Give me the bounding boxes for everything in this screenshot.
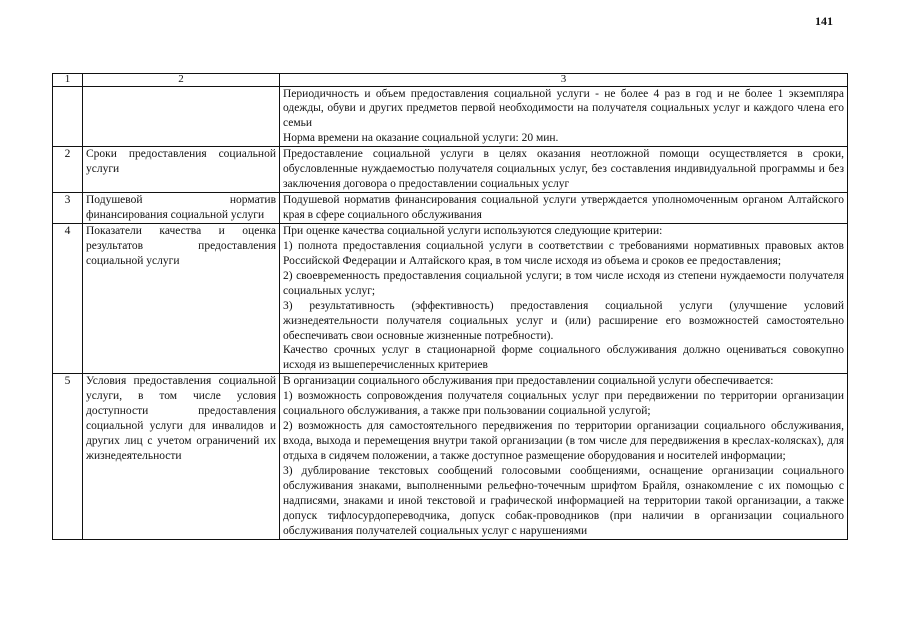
table-row-continuation xyxy=(53,86,848,147)
row-content-cell xyxy=(280,86,848,147)
header-col-3: 3 xyxy=(280,74,848,87)
row-content-cell xyxy=(280,223,848,373)
row-content-cell xyxy=(280,374,848,539)
row-number-cell: 3 xyxy=(53,193,83,224)
table-row xyxy=(53,147,848,193)
content-paragraph: 3) результативность (эффективность) предоставления социальной услуги (улучшение условий жизнедеятельности получателя социальных услуг и (или) расширение его возможностей самостоятельно обеспечивать свои основные жизненные потребности). xyxy=(283,299,844,342)
content-paragraph: 1) полнота предоставления социальной услуги в соответствии с требованиями нормативных правовых актов Российской Федерации и Алтайского края, в том числе исходя из объема и сроков ее предоставления; xyxy=(283,239,844,267)
content-paragraph: Периодичность и объем предоставления социальной услуги - не более 4 раз в год и не более 1 экземпляра одежды, обуви и других предметов первой необходимости на получателя социальных услуг и каждого члена его семьи xyxy=(283,87,844,130)
row-name-cell: Условия предоставления социальной услуги, в том числе условия доступности предоставления социальной услуги для инвалидов и других лиц с учетом ограничений их жизнедеятельности xyxy=(83,374,280,539)
content-paragraph: 3) дублирование текстовых сообщений голосовыми сообщениями, оснащение организации социального обслуживания знаками, выполненными рельефно-точечным шрифтом Брайля, ознакомление с их помощью с надписями, знаками и иной текстовой и графической информацией на территории такой организации, а также допуск тифлосурдопереводчика, допуск собак-проводников (при наличии в организации социального обслуживания получателей социальных услуг с нарушениями xyxy=(283,464,844,537)
row-content-cell xyxy=(280,147,848,193)
table-row xyxy=(53,374,848,539)
row-name-cell: Подушевой норматив финансирования социальной услуги xyxy=(83,193,280,224)
content-paragraph: Предоставление социальной услуги в целях оказания неотложной помощи осуществляется в сроки, обусловленные нуждаемостью получателя социальных услуг, без составления индивидуальной программы и без заключения договора о предоставлении социальных услуг xyxy=(283,148,844,191)
row-name-cell: Показатели качества и оценка результатов предоставления социальной услуги xyxy=(83,223,280,373)
row-number-cell: 5 xyxy=(53,374,83,539)
content-paragraph: 2) возможность для самостоятельного передвижения по территории организации социального обслуживания, входа, выхода и перемещения внутри такой организации (в том числе для передвижения в креслах-колясках), для отдыха в сидячем положении, а также доступное размещение оборудования и носителей информации; xyxy=(283,420,844,463)
content-paragraph: 2) своевременность предоставления социальной услуги; в том числе исходя из степени нуждаемости получателя социальных услуг; xyxy=(283,269,844,297)
row-name-cell: Сроки предоставления социальной услуги xyxy=(83,147,280,193)
service-standard-table xyxy=(52,73,848,540)
content-paragraph: Норма времени на оказание социальной услуги: 20 мин. xyxy=(283,132,559,145)
table-row xyxy=(53,223,848,373)
row-number-cell: 4 xyxy=(53,223,83,373)
content-paragraph: 1) возможность сопровождения получателя социальных услуг при передвижении по территории организации социального обслуживания, а также при пользовании социальной услугой; xyxy=(283,390,844,418)
table-row xyxy=(53,193,848,224)
row-number-cell xyxy=(53,86,83,147)
table-header-row xyxy=(53,74,848,87)
content-paragraph: В организации социального обслуживания при предоставлении социальной услуги обеспечивается: xyxy=(283,375,774,388)
content-paragraph: Качество срочных услуг в стационарной форме социального обслуживания должно оцениваться совокупно исходя из вышеперечисленных критериев xyxy=(283,344,844,372)
row-name-cell xyxy=(83,86,280,147)
row-content-cell xyxy=(280,193,848,224)
row-number-cell: 2 xyxy=(53,147,83,193)
content-paragraph: Подушевой норматив финансирования социальной услуги утверждается уполномоченным органом Алтайского края в сфере социального обслуживания xyxy=(283,194,844,222)
content-paragraph: При оценке качества социальной услуги используются следующие критерии: xyxy=(283,224,663,237)
header-col-1: 1 xyxy=(53,74,83,87)
page-number: 141 xyxy=(815,14,833,28)
header-col-2: 2 xyxy=(83,74,280,87)
